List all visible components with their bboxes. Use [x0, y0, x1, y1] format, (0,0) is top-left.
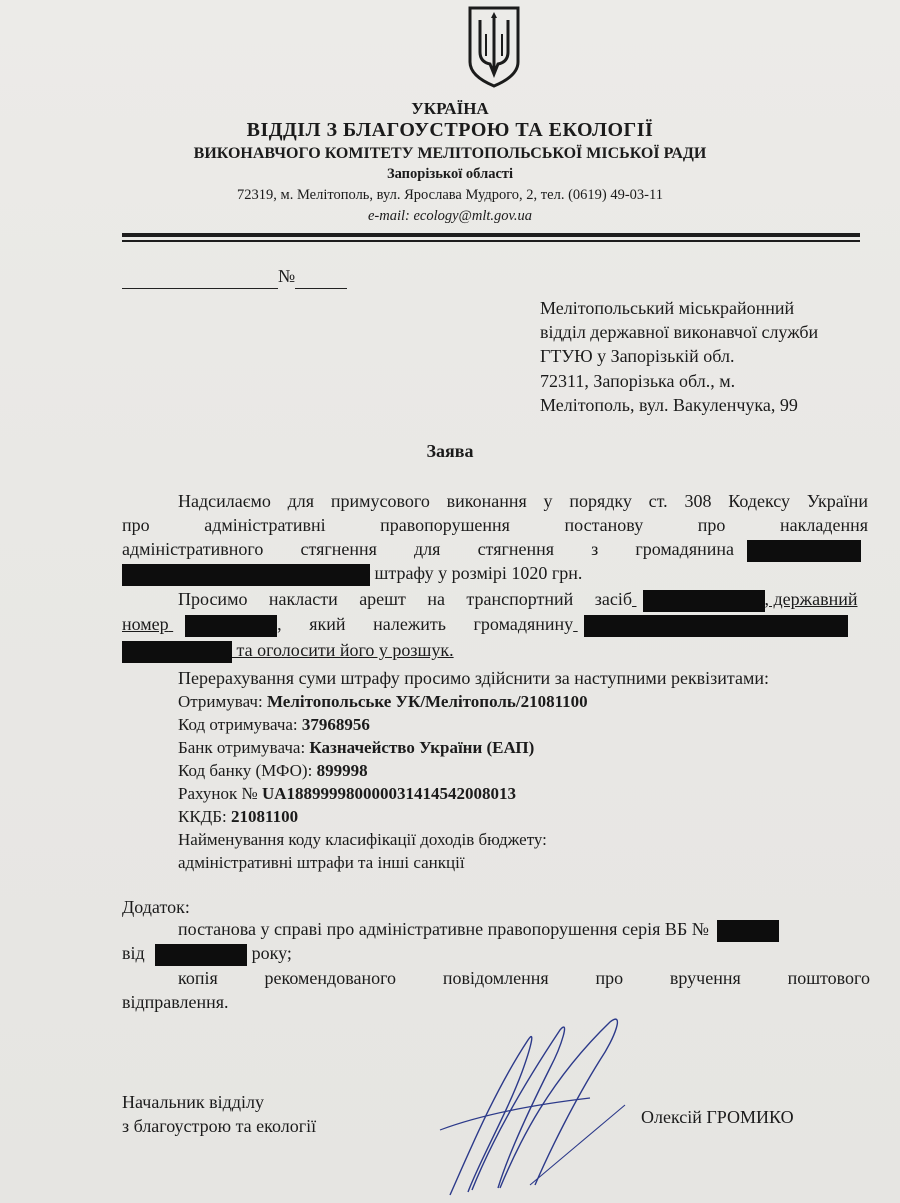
body-p2-line1	[178, 587, 868, 612]
attachment-item1-line2	[122, 941, 292, 966]
letterhead-country: УКРАЇНА	[411, 99, 489, 118]
redacted-vehicle	[643, 590, 765, 612]
signatory-title-line1: Начальник відділу	[122, 1092, 264, 1112]
body-p2-line1-text: Просимо накласти арешт на транспортний засіб	[178, 589, 632, 609]
letterhead-committee: ВИКОНАВЧОГО КОМІТЕТУ МЕЛІТОПОЛЬСЬКОЇ МІСЬКОЇ РАДИ	[193, 145, 707, 162]
recipient-line-1: Мелітопольський міськрайонний	[540, 298, 795, 318]
redacted-series-number	[717, 920, 779, 942]
header-divider-thin	[122, 240, 860, 242]
attachment-item1-year: року;	[251, 943, 292, 963]
body-p2-line2	[122, 612, 868, 637]
requisite-kkdb: ККДБ: 21081100	[178, 807, 299, 826]
attachment-item2-line1: копія рекомендованого повідомлення про вручення поштового	[178, 968, 870, 988]
requisites-intro: Перерахування суми штрафу просимо здійснити за наступними реквізитами:	[178, 668, 770, 688]
requisite-recipient-code: Код отримувача: 37968956	[178, 715, 370, 734]
requisite-bank-code: Код банку (МФО): 899998	[178, 761, 368, 780]
body-p2-line2-label: номер	[122, 614, 169, 634]
body-p1-line4-text: штрафу у розмірі 1020 грн.	[374, 563, 583, 583]
letterhead-region: Запорізької області	[386, 166, 514, 182]
attachment-item2-line2: відправлення.	[122, 992, 229, 1012]
attachment-item1-from: від	[122, 943, 145, 963]
redacted-plate	[185, 615, 277, 637]
body-p2-line3-text: та оголосити його у розшук.	[236, 640, 454, 660]
redacted-name-1	[747, 540, 861, 562]
attachment-item1-text: постанова у справі про адміністративне правопорушення серія ВБ №	[178, 919, 709, 939]
letterhead-email: e-mail: ecology@mlt.gov.ua	[367, 208, 533, 224]
redacted-owner-1	[584, 615, 848, 637]
body-p1-line3-text: адміністративного стягнення для стягнення з громадянина	[122, 539, 734, 559]
redacted-name-2	[122, 564, 370, 586]
document-title: Заява	[426, 441, 474, 461]
recipient-line-3: ГТУЮ у Запорізькій обл.	[540, 346, 735, 366]
handwritten-signature	[410, 1010, 650, 1203]
classification-value: адміністративні штрафи та інші санкції	[178, 853, 465, 872]
body-p2-line2-text: , який належить громадянину	[277, 614, 574, 634]
reference-line	[122, 264, 347, 289]
redacted-date	[155, 944, 247, 966]
classification-label: Найменування коду класифікації доходів бюджету:	[178, 830, 547, 849]
body-p1-line4	[122, 561, 582, 586]
recipient-line-2: відділ державної виконавчої служби	[540, 322, 819, 342]
requisite-bank: Банк отримувача: Казначейство України (ЕАП)	[178, 738, 535, 757]
body-p2-line3	[122, 638, 454, 663]
requisite-recipient: Отримувач: Мелітопольське УК/Мелітополь/21081100	[178, 692, 588, 711]
letterhead-department: ВІДДІЛ З БЛАГОУСТРОЮ ТА ЕКОЛОГІЇ	[246, 119, 654, 141]
number-sign: №	[278, 266, 296, 286]
body-p1-line3	[122, 537, 868, 562]
redacted-owner-2	[122, 641, 232, 663]
body-p1-line1: Надсилаємо для примусового виконання у порядку ст. 308 Кодексу України	[178, 491, 868, 511]
body-p2-line1-tail: , державний	[764, 589, 858, 609]
date-blank	[122, 264, 278, 289]
attachment-heading: Додаток:	[122, 897, 190, 917]
signatory-name: Олексій ГРОМИКО	[641, 1107, 794, 1127]
coat-of-arms-icon	[466, 4, 522, 88]
attachment-item1-line1	[178, 917, 870, 942]
letterhead-address: 72319, м. Мелітополь, вул. Ярослава Мудрого, 2, тел. (0619) 49-03-11	[237, 187, 663, 203]
requisite-account: Рахунок № UA188999980000031414542008013	[178, 784, 516, 803]
recipient-line-4: 72311, Запорізька обл., м.	[540, 371, 736, 391]
body-p1-line2: про адміністративні правопорушення постанову про накладення	[122, 515, 868, 535]
signatory-title-line2: з благоустрою та екології	[122, 1116, 317, 1136]
recipient-line-5: Мелітополь, вул. Вакуленчука, 99	[540, 395, 798, 415]
number-blank	[295, 264, 347, 289]
header-divider-thick	[122, 233, 860, 237]
